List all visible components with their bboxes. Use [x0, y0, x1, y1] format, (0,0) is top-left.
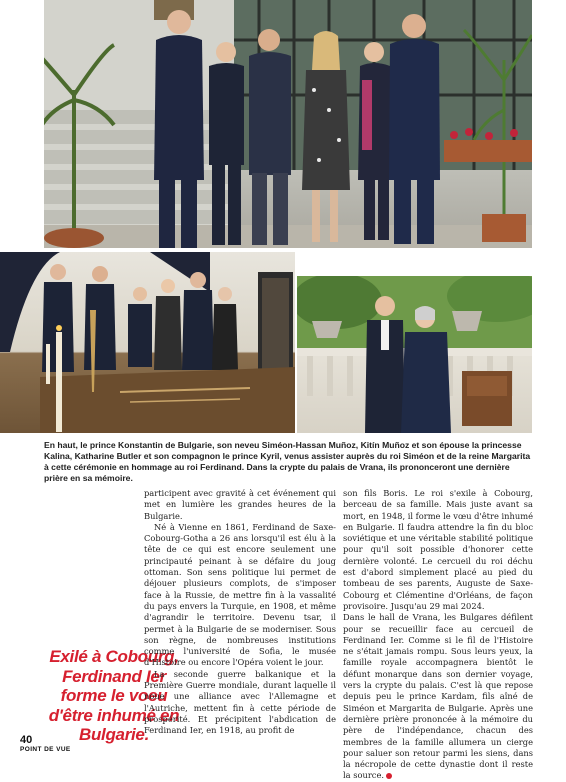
prince-and-queen-photo: [297, 276, 532, 433]
crypt-ceremony-photo: [0, 252, 295, 433]
article-paragraph: participent avec gravité à cet événement qui met en lumière les grandes heures de la Bulgarie.: [144, 488, 336, 521]
article-paragraph: Dans le hall de Vrana, les Bulgares défilent pour se recueillir face au cercueil de Ferdinand Ier. Comme si le fil de l'Histoire ne s'était jamais rompu. Sous leurs yeux, la famille royale accompagnera bientôt le défunt monarque dans son dernier voyage, vers la crypte du palais. C'est là que repose depuis peu le prince Kardam, fils aîné de Siméon et Margarita de Bulgarie. Après une dernière prière prononcée à la mémoire du père de l'indépendance, chacun des membres de la famille allumera un cierge pour saluer son retour parmi les siens, dans la nécropole de cette dynastie dont il reste la source.: [343, 612, 533, 781]
crypt-ceremony-illustration: [0, 252, 295, 433]
family-group-photo: [44, 0, 532, 248]
article-paragraph: son fils Boris. Le roi s'exile à Cobourg, berceau de sa famille. Mais juste avant sa mort, en 1948, il forme le vœu d'être inhumé en Bulgarie. Il faudra attendre la fin du bloc soviétique et une véritable stabilité politique pour qu'il soit possible d'honorer cette dernière volonté. Le cercueil du roi déchu est d'abord simplement placé au pied du tombeau de ses parents, Auguste de Saxe-Cobourg et Clémentine d'Orléans, de façon provisoire. Jusqu'au 29 mai 2024.: [343, 488, 533, 611]
article-column-1: [144, 488, 336, 737]
article-paragraph: La seconde guerre balkanique et la Première Guerre mondiale, durant laquelle il noue une alliance avec l'Allemagne et l'Autriche, mettent fin à cette période de prospérité. Et précipitent l'abdication de Ferdinand Ier, en 1918, au profit de: [144, 668, 336, 736]
page-number: 40: [20, 734, 33, 746]
article-column-2: [343, 488, 533, 782]
magazine-name: POINT DE VUE: [20, 746, 71, 753]
article-paragraph: Né à Vienne en 1861, Ferdinand de Saxe-Cobourg-Gotha a 26 ans lorsqu'il est élu à la tête de ce qui est encore seulement une principauté peinant à se défaire du joug ottoman. Son sens politique lui permet de déjouer plusieurs complots, de s'imposer face à la Russie, de mettre fin à la vassalité du pays envers la Turquie, en 1908, et même d'agrandir le territoire. Devenu tsar, il permet à la Bulgarie de se moderniser. Sous son règne, de nombreuses institutions comme l'université de Sofia, le musée d'Histoire ou encore l'Opéra voient le jour.: [144, 521, 336, 668]
family-group-illustration: [44, 0, 532, 248]
prince-and-queen-illustration: [297, 276, 532, 433]
end-of-article-mark: [386, 773, 392, 779]
article-paragraph-wrapper: [343, 612, 533, 781]
pull-quote: Exilé à Cobourg, Ferdinand Ier forme le voeu d'être inhumé en Bulgarie.: [48, 647, 180, 744]
photo-caption: En haut, le prince Konstantin de Bulgarie, son neveu Siméon-Hassan Muñoz, Kitín Muñoz et son épouse la princesse Kalina, Katharine Butler et son compagnon le prince Kyril, venus assister auprès du roi Siméon et de la reine Margarita à cette cérémonie en hommage au roi Ferdinand. Dans la crypte du palais de Vrana, ils prononceront une dernière prière en sa mémoire.: [44, 440, 531, 483]
